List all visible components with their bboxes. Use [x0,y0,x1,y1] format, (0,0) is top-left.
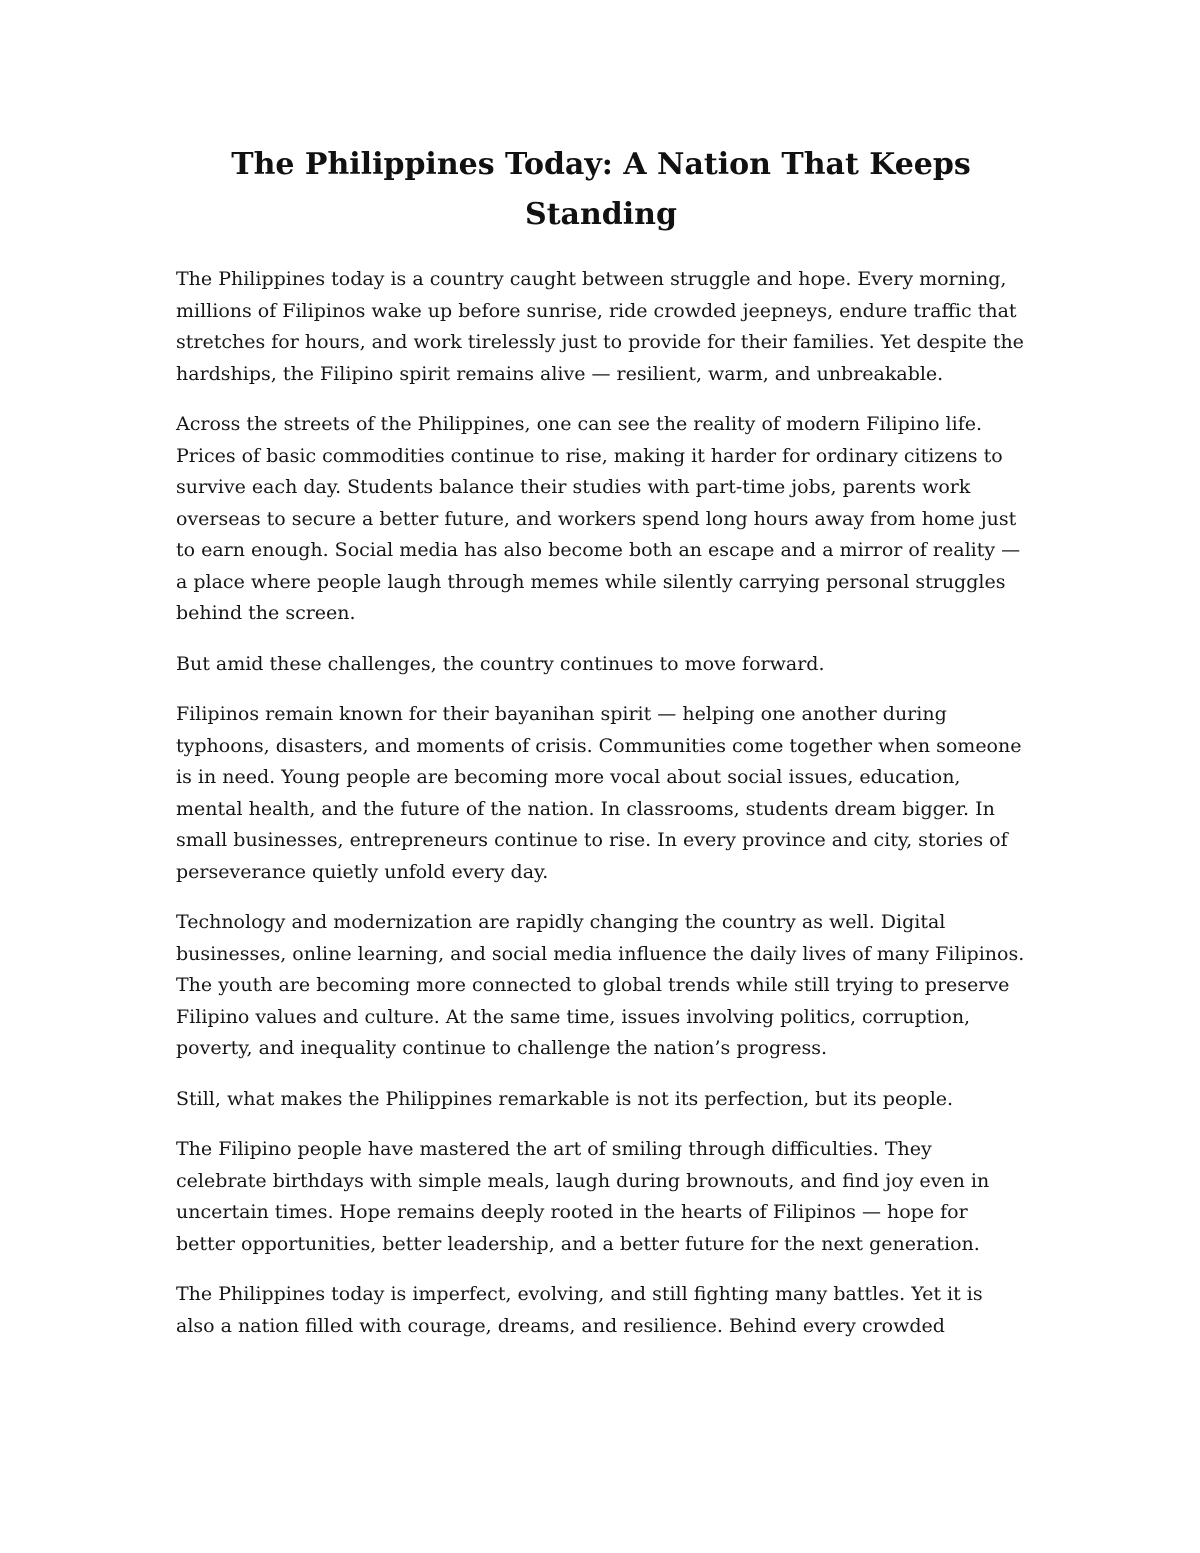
paragraph: The Philippines today is a country caught between struggle and hope. Every morning, millions of Filipinos wake up before sunrise, ride crowded jeepneys, endure traffic that stretches for hours, and work tirelessly just to provide for their families. Yet despite the hardships, the Filipino spirit remains alive — resilient, warm, and unbreakable. [176,268,1024,385]
document-title: The Philippines Today: A Nation That Keeps Standing [231,147,971,232]
paragraph: The Filipino people have mastered the art of smiling through difficulties. They celebrate birthdays with simple meals, laugh during brownouts, and find joy even in uncertain times. Hope remains deeply rooted in the hearts of Filipinos — hope for better opportunities, better leadership, and a better future for the next generation. [176,1138,990,1255]
document-body [176,140,1026,1361]
paragraph: Still, what makes the Philippines remarkable is not its perfection, but its people. [176,1087,954,1110]
paragraph: The Philippines today is imperfect, evolving, and still fighting many battles. Yet it is also a nation filled with courage, dreams, and resilience. Behind every crowded [176,1283,983,1337]
paragraph: But amid these challenges, the country continues to move forward. [176,652,825,675]
paragraph: Across the streets of the Philippines, one can see the reality of modern Filipino life. Prices of basic commodities continue to rise, making it harder for ordinary citizens to survive each day. Students balance their studies with part-time jobs, parents work overseas to secure a better future, and workers spend long hours away from home just to earn enough. Social media has also become both an escape and a mirror of reality — a place where people laugh through memes while silently carrying personal struggles behind the screen. [176,413,1021,624]
paragraph: Filipinos remain known for their bayanihan spirit — helping one another during typhoons, disasters, and moments of crisis. Communities come together when someone is in need. Young people are becoming more vocal about social issues, education, mental health, and the future of the nation. In classrooms, students dream bigger. In small businesses, entrepreneurs continue to rise. In every province and city, stories of perseverance quietly unfold every day. [176,703,1022,883]
paragraph: Technology and modernization are rapidly changing the country as well. Digital businesses, online learning, and social media influence the daily lives of many Filipinos. The youth are becoming more connected to global trends while still trying to preserve Filipino values and culture. At the same time, issues involving politics, corruption, poverty, and inequality continue to challenge the nation’s progress. [176,911,1025,1059]
